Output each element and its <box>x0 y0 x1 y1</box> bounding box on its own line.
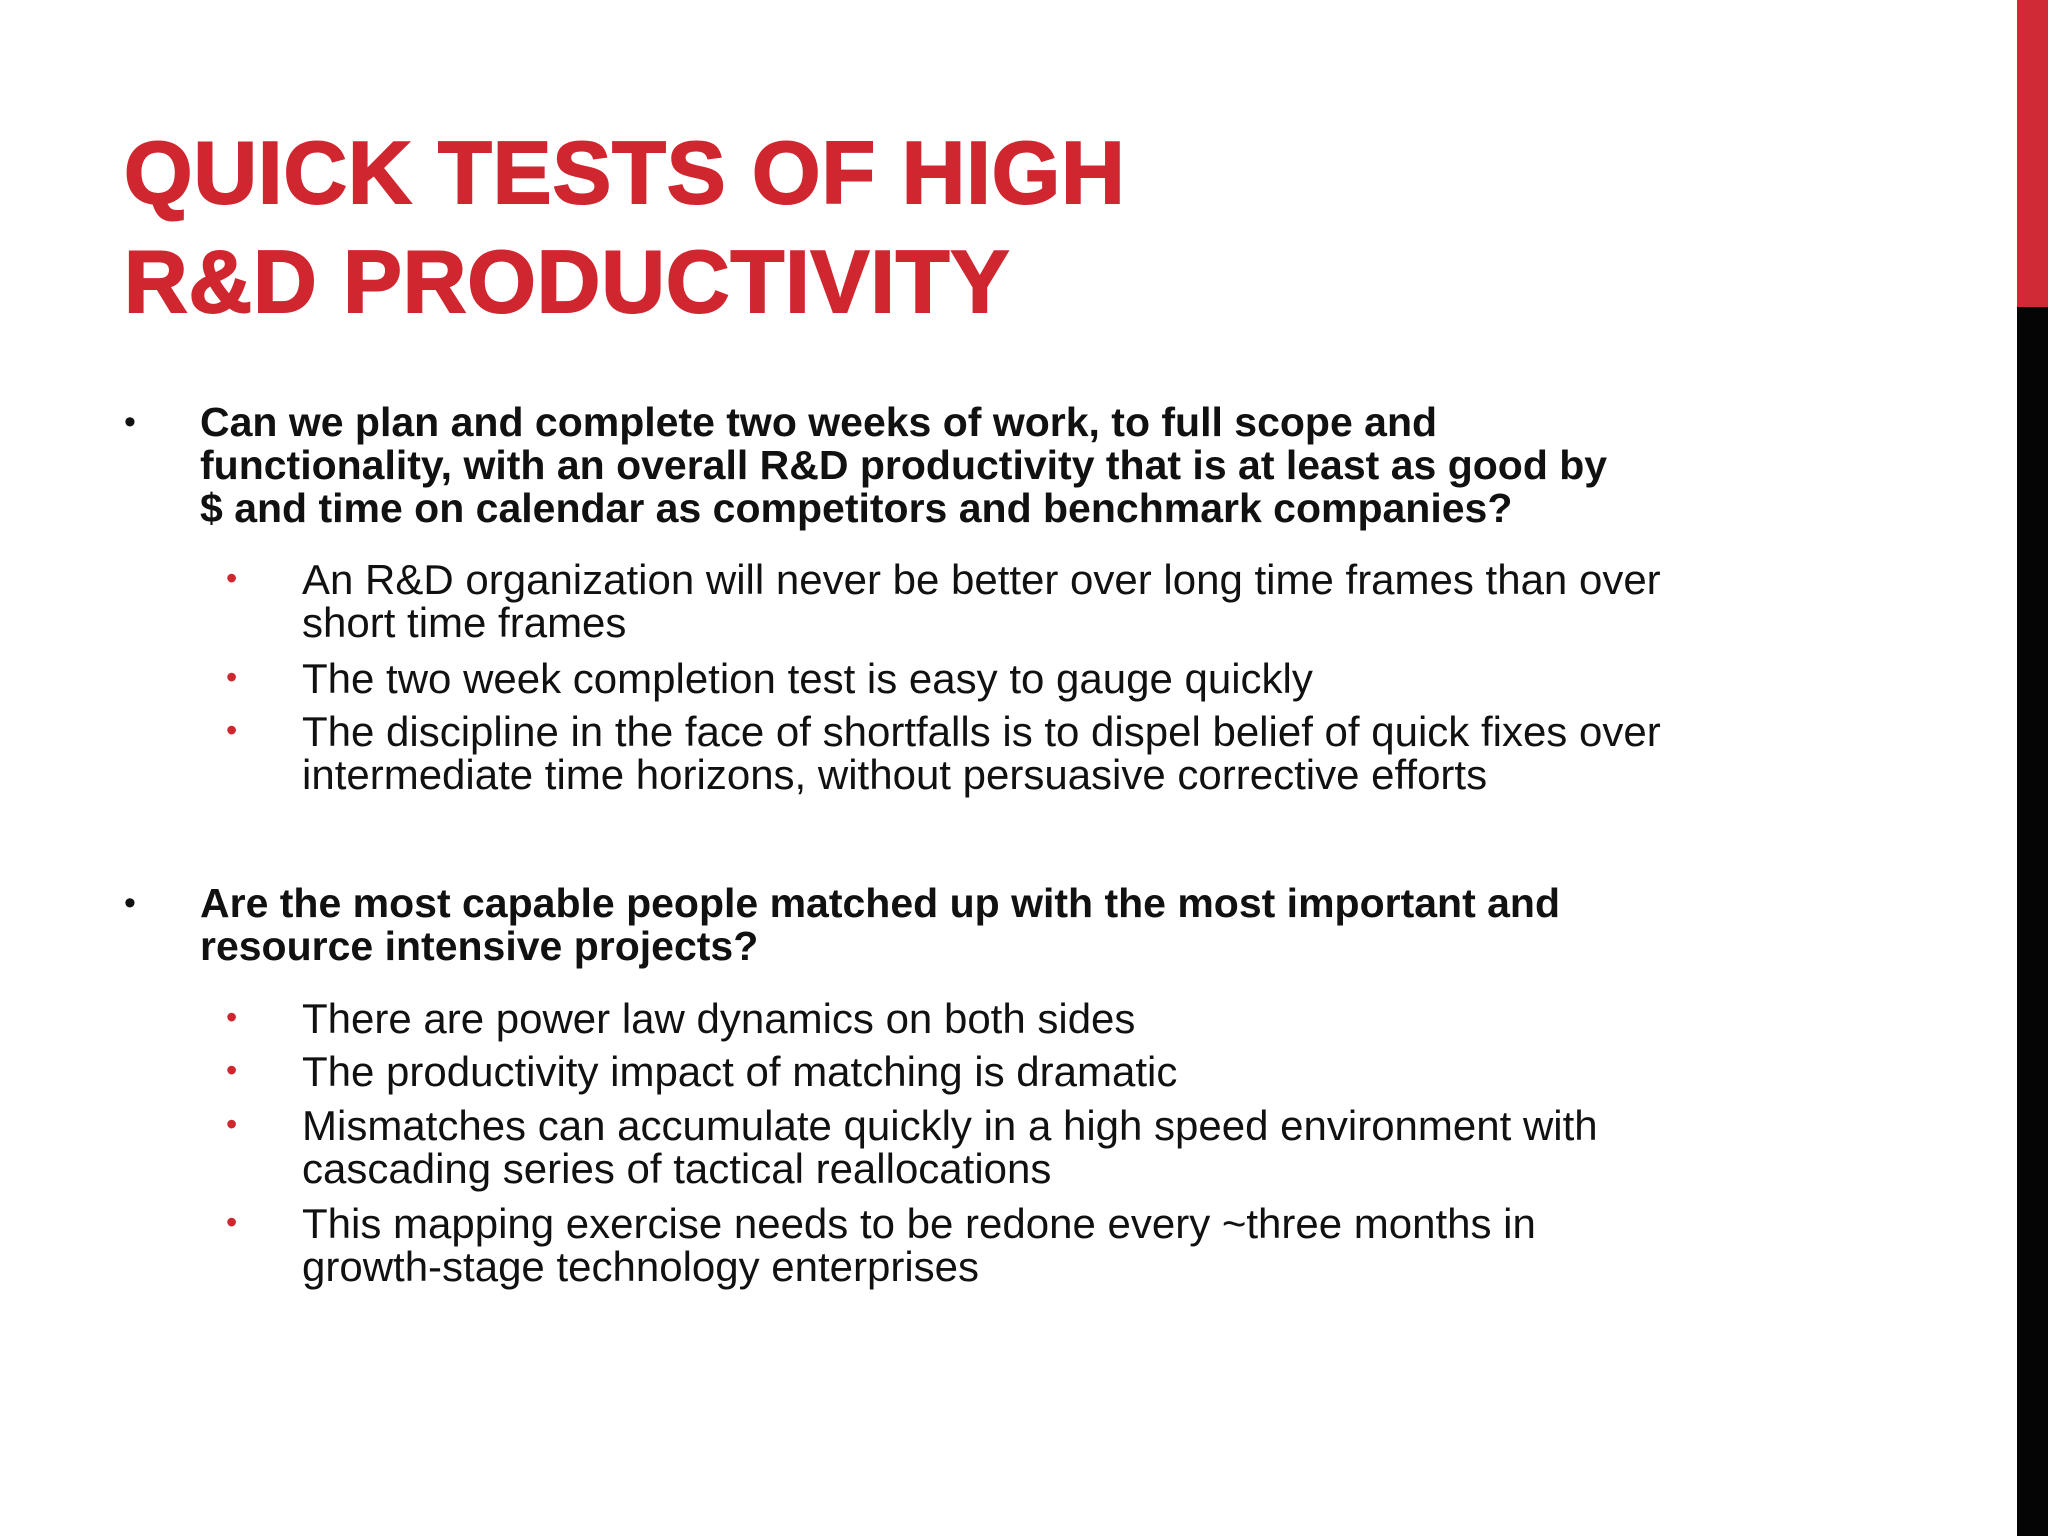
bullet-dot-icon: • <box>124 884 136 922</box>
bullet-dot-icon: • <box>226 1106 238 1142</box>
sub-bullet-text <box>302 1050 1862 1093</box>
bullet-text-line: resource intensive projects? <box>200 923 759 969</box>
sub-bullet-text-line: The productivity impact of matching is dramatic <box>302 1048 1178 1095</box>
bullet-text-line: $ and time on calendar as competitors and benchmark companies? <box>200 485 1513 531</box>
sub-bullet-text <box>302 1104 1862 1190</box>
sub-bullet-text-line: An R&D organization will never be better over long time frames than over <box>302 556 1661 603</box>
sub-bullet-text <box>302 558 1862 644</box>
bullet-dot-icon: • <box>226 999 238 1035</box>
sub-bullet-text-line: The discipline in the face of shortfalls is to dispel belief of quick fixes over <box>302 708 1661 755</box>
bullet-dot-icon: • <box>226 659 238 695</box>
bullet-dot-icon: • <box>124 403 136 441</box>
sub-bullet-text-line: There are power law dynamics on both sides <box>302 995 1136 1042</box>
sub-bullet-text <box>302 997 1862 1040</box>
bullet-text-line: functionality, with an overall R&D productivity that is at least as good by <box>200 442 1608 488</box>
sub-bullet-text-line: cascading series of tactical reallocations <box>302 1145 1052 1192</box>
bullet-dot-icon: • <box>226 1204 238 1240</box>
sub-bullet-text <box>302 710 1862 796</box>
bullet-text <box>200 401 1820 530</box>
sub-bullet-text-line: Mismatches can accumulate quickly in a high speed environment with <box>302 1102 1598 1149</box>
sub-bullet-text-line: short time frames <box>302 599 627 646</box>
bullet-text <box>200 882 1820 968</box>
sub-bullet-text-line: growth-stage technology enterprises <box>302 1243 980 1290</box>
bullet-text-line: Are the most capable people matched up with the most important and <box>200 880 1561 926</box>
title-line-2: R&D PRODUCTIVITY <box>124 232 1011 331</box>
sub-bullet-text-line: This mapping exercise needs to be redone every ~three months in <box>302 1200 1536 1247</box>
sub-bullet-text-line: The two week completion test is easy to gauge quickly <box>302 655 1313 702</box>
bullet-dot-icon: • <box>226 712 238 748</box>
sub-bullet-text <box>302 1202 1862 1288</box>
bullet-dot-icon: • <box>226 560 238 596</box>
sub-bullet-text <box>302 657 1862 700</box>
sub-bullet-text-line: intermediate time horizons, without persuasive corrective efforts <box>302 751 1488 798</box>
title-line-1: QUICK TESTS OF HIGH <box>124 123 1126 222</box>
bullet-dot-icon: • <box>226 1052 238 1088</box>
bullet-text-line: Can we plan and complete two weeks of work, to full scope and <box>200 399 1438 445</box>
